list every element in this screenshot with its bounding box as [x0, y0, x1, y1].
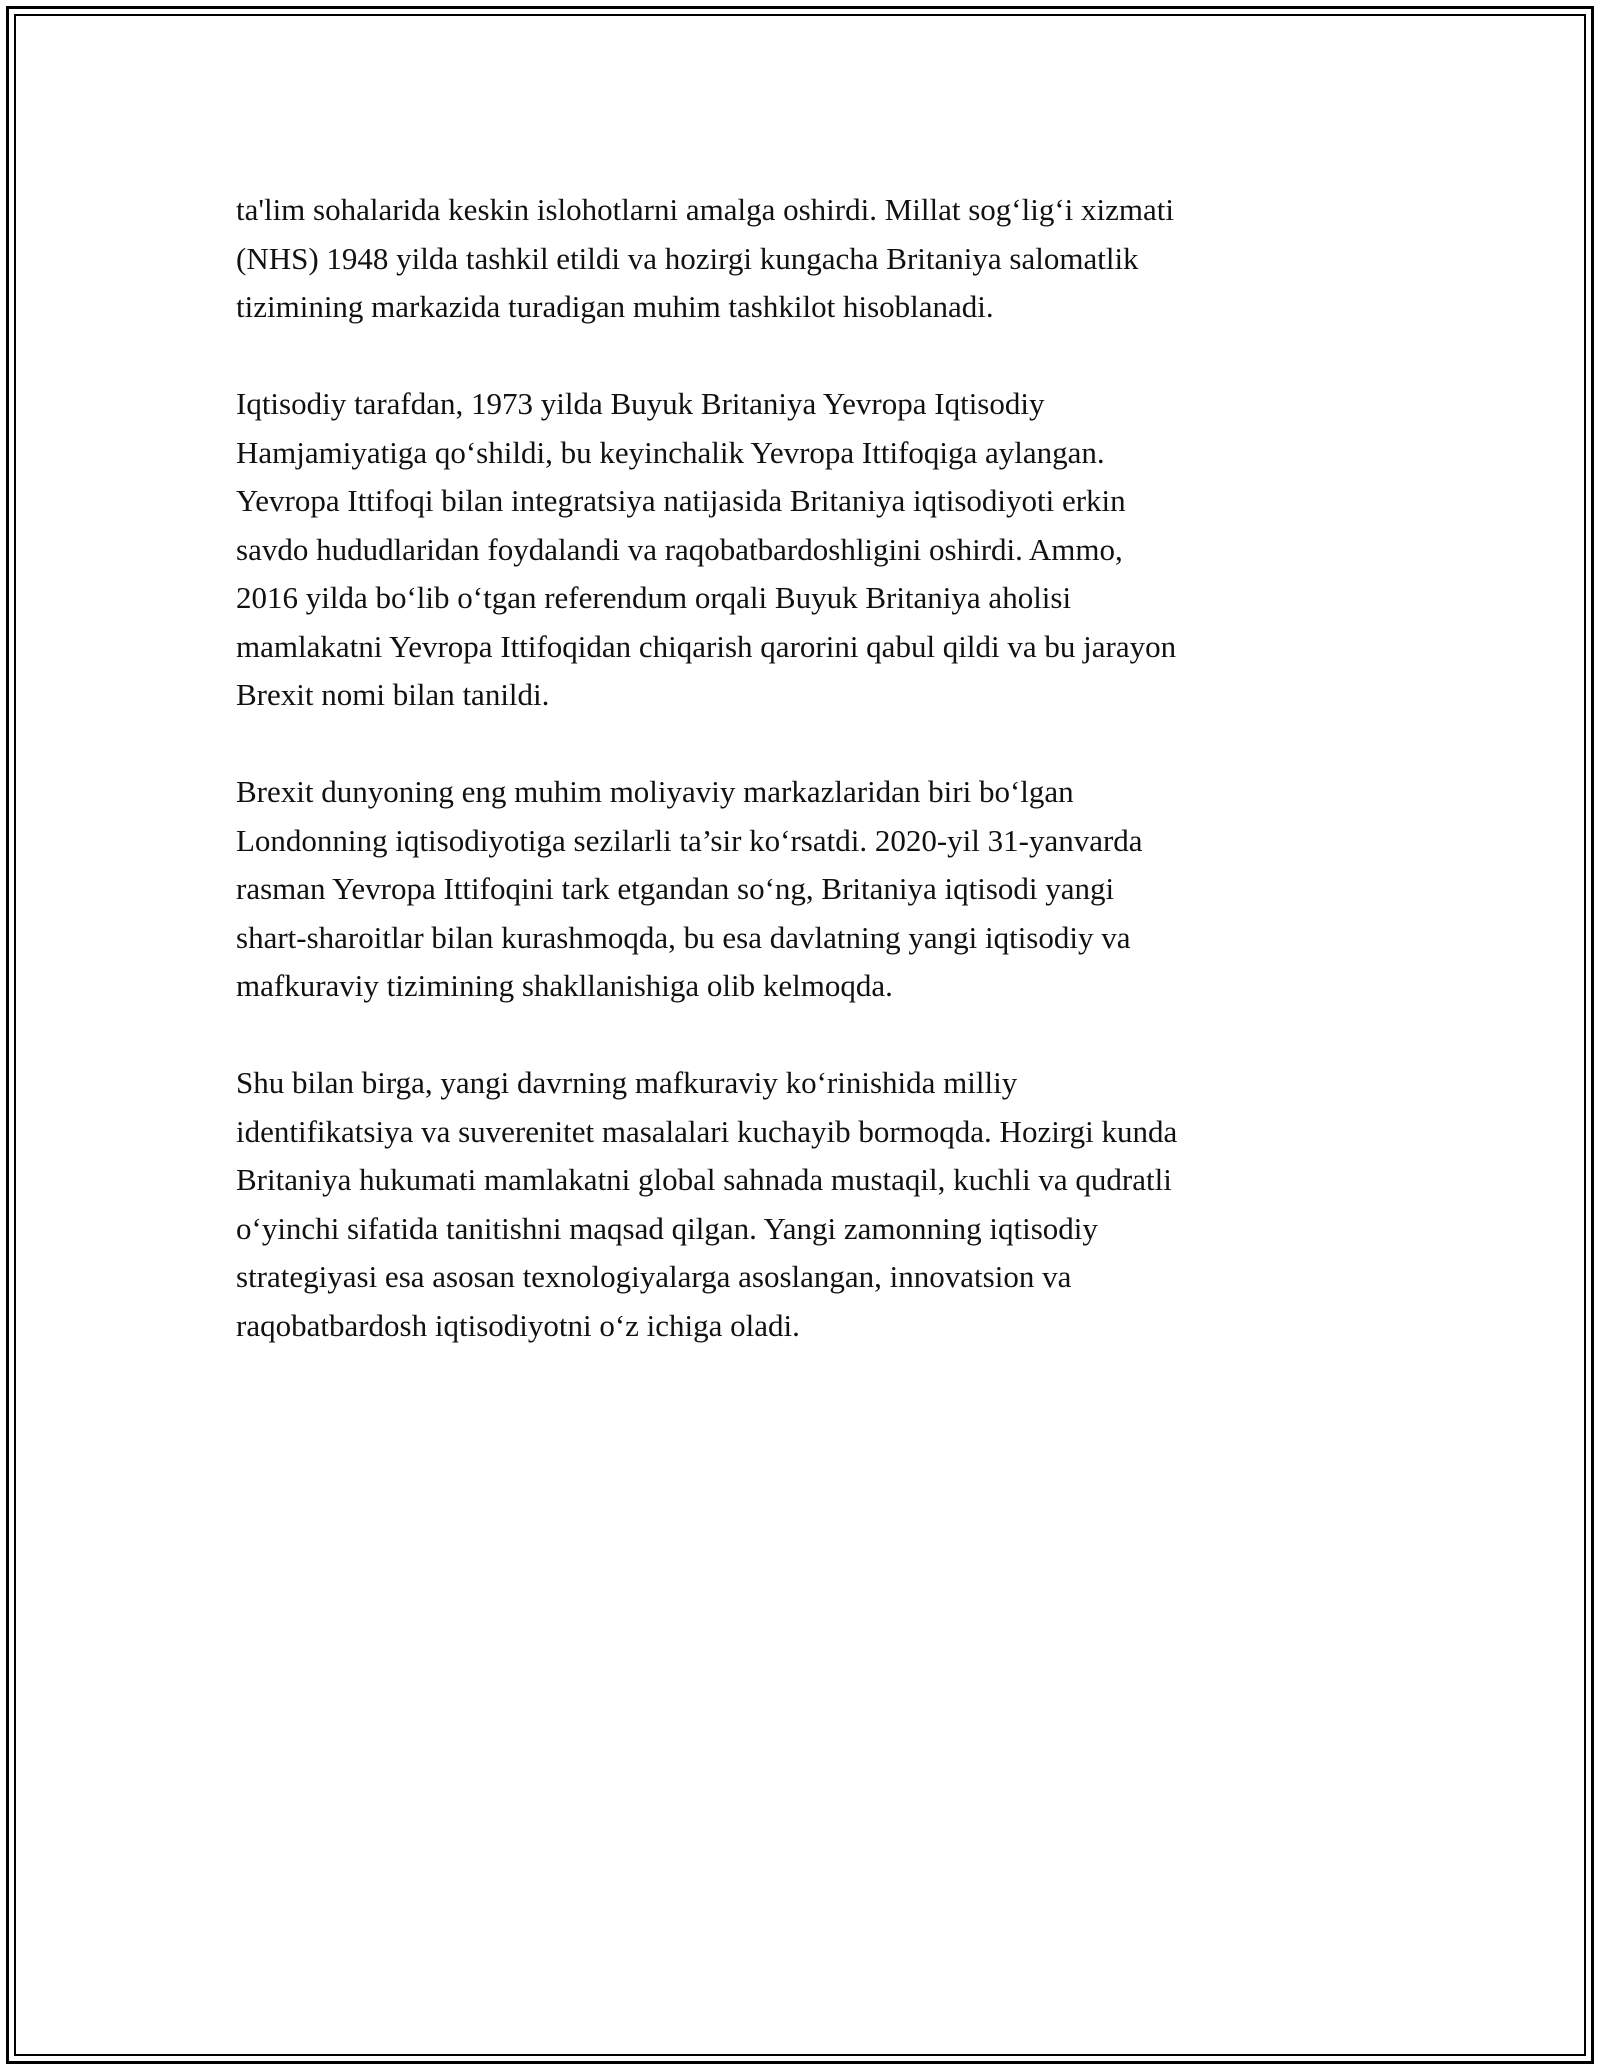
text-line: 2016 yilda bo‘lib o‘tgan referendum orqali Buyuk Britaniya aholisi: [236, 580, 1072, 615]
text-line: mamlakatni Yevropa Ittifoqidan chiqarish qarorini qabul qildi va bu jarayon: [236, 628, 1177, 664]
text-line: raqobatbardosh iqtisodiyotni o‘z ichiga oladi.: [236, 1307, 800, 1343]
text-line: (NHS) 1948 yilda tashkil etildi va hozirgi kungacha Britaniya salomatlik: [236, 240, 1139, 276]
paragraph-4: [236, 1059, 1366, 1350]
text-line: tizimining markazida turadigan muhim tashkilot hisoblanadi.: [236, 289, 994, 324]
paragraph-3: [236, 768, 1366, 1011]
text-line: rasman Yevropa Ittifoqini tark etgandan so‘ng, Britaniya iqtisodi yangi: [236, 871, 1115, 906]
text-line: Yevropa Ittifoqi bilan integratsiya natijasida Britaniya iqtisodiyoti erkin: [236, 483, 1126, 518]
text-line: Britaniya hukumati mamlakatni global sahnada mustaqil, kuchli va qudratli: [236, 1162, 1172, 1197]
text-line: savdo hududlaridan foydalandi va raqobatbardoshligini oshirdi. Ammo,: [236, 531, 1123, 567]
text-line: shart-sharoitlar bilan kurashmoqda, bu esa davlatning yangi iqtisodiy va: [236, 919, 1131, 955]
text-line: strategiyasi esa asosan texnologiyalarga asoslangan, innovatsion va: [236, 1259, 1072, 1294]
text-line: Shu bilan birga, yangi davrning mafkuraviy ko‘rinishida milliy: [236, 1065, 1018, 1100]
text-line: Brexit dunyoning eng muhim moliyaviy markazlaridan biri bo‘lgan: [236, 774, 1074, 809]
paragraph-1: [236, 186, 1366, 332]
text-line: Londonning iqtisodiyotiga sezilarli ta’sir ko‘rsatdi. 2020-yil 31-yanvarda: [236, 822, 1143, 858]
text-line: mafkuraviy tizimining shakllanishiga olib kelmoqda.: [236, 968, 893, 1003]
text-line: Iqtisodiy tarafdan, 1973 yilda Buyuk Britaniya Yevropa Iqtisodiy: [236, 386, 1045, 421]
text-line: identifikatsiya va suverenitet masalalari kuchayib bormoqda. Hozirgi kunda: [236, 1113, 1178, 1149]
document-body: [236, 186, 1366, 1399]
text-line: o‘yinchi sifatida tanitishni maqsad qilgan. Yangi zamonning iqtisodiy: [236, 1210, 1098, 1246]
text-line: Hamjamiyatiga qo‘shildi, bu keyinchalik Yevropa Ittifoqiga aylangan.: [236, 434, 1105, 470]
text-line: Brexit nomi bilan tanildi.: [236, 677, 550, 712]
text-line: ta'lim sohalarida keskin islohotlarni amalga oshirdi. Millat sog‘lig‘i xizmati: [236, 192, 1174, 227]
paragraph-2: [236, 380, 1366, 720]
